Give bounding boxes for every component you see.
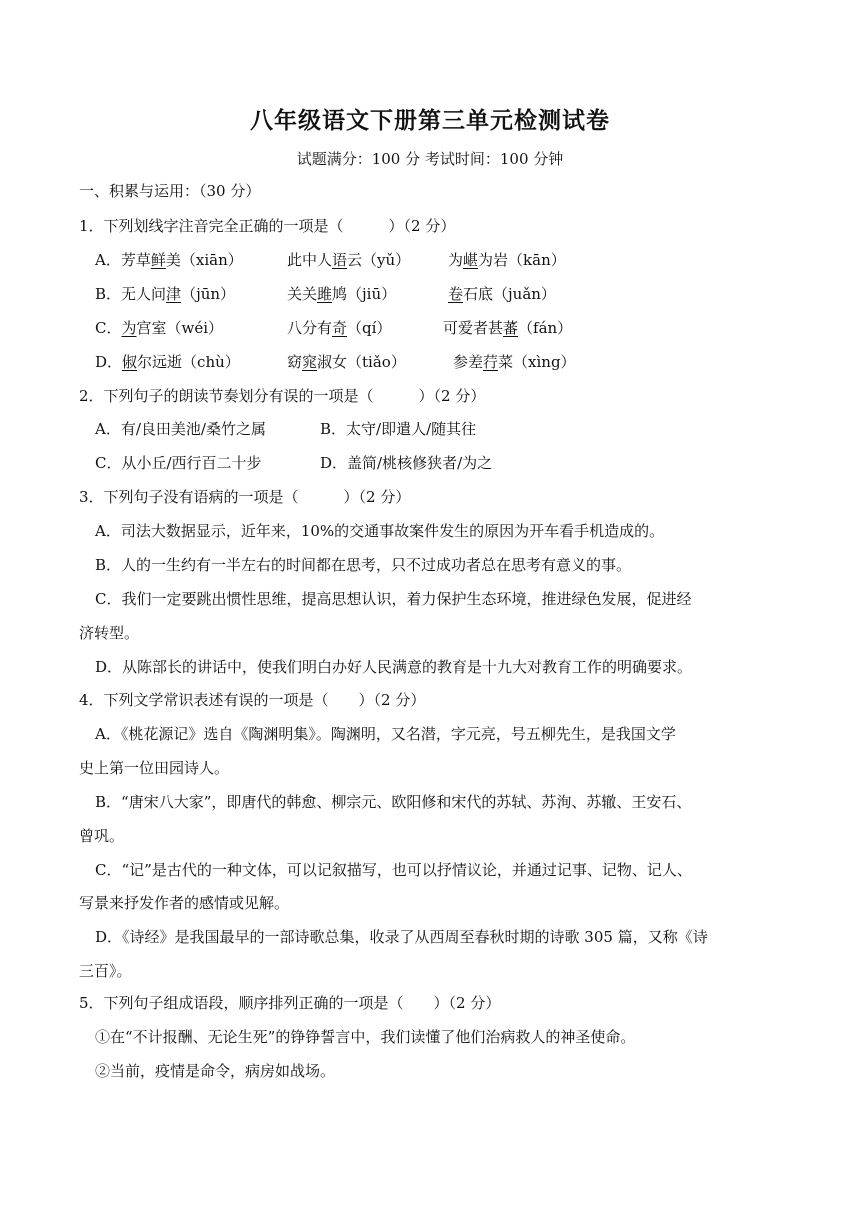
q1-option-d: D．俶尔远逝（chù） — [95, 353, 240, 371]
q4-option-a: A．《桃花源记》选自《陶渊明集》。陶渊明，又名潜，字元亮，号五柳先生，是我国文学 — [95, 725, 676, 743]
underlined-char: 嵁 — [463, 251, 479, 269]
q2-option-a: A．有/良田美池/桑竹之属 — [95, 420, 266, 438]
q1-option-c-item3: 可爱者甚蕃（fán） — [443, 319, 573, 337]
underlined-char: 语 — [332, 251, 348, 269]
question-3-stem: 3．下列句子没有语病的一项是（ ）（2 分） — [79, 488, 411, 506]
q1-option-b-item3: 卷石底（juǎn） — [448, 285, 556, 303]
q3-option-c-cont: 济转型。 — [79, 624, 140, 642]
q2-option-c: C．从小丘/西行百二十步 — [95, 454, 262, 472]
q3-option-a: A．司法大数据显示，近年来，10%的交通事故案件发生的原因为开车看手机造成的。 — [95, 522, 665, 540]
q5-sentence-1: ①在“不计报酬、无论生死”的铮铮誓言中，我们读懂了他们治病救人的神圣使命。 — [95, 1028, 636, 1046]
q4-option-c-cont: 写景来抒发作者的感情或见解。 — [79, 894, 290, 912]
underlined-char: 奇 — [332, 319, 348, 337]
question-4-stem: 4．下列文学常识表述有误的一项是（ ）（2 分） — [79, 691, 426, 709]
underlined-char: 窕 — [302, 353, 318, 371]
q4-option-d: D．《诗经》是我国最早的一部诗歌总集，收录了从西周至春秋时期的诗歌 305 篇，又称《诗 — [95, 928, 708, 946]
q1-option-b-item2: 关关雎鸠（jiū） — [287, 285, 397, 303]
underlined-char: 雎 — [317, 285, 333, 303]
underlined-char: 蕃 — [503, 319, 519, 337]
underlined-char: 卷 — [448, 285, 464, 303]
q1-option-a-item3: 为嵁为岩（kān） — [448, 251, 566, 269]
q1-option-a-item2: 此中人语云（yǔ） — [287, 251, 411, 269]
q4-option-a-cont: 史上第一位田园诗人。 — [79, 759, 230, 777]
question-5-stem: 5．下列句子组成语段，顺序排列正确的一项是（ ）（2 分） — [79, 994, 501, 1012]
underlined-char: 俶 — [122, 353, 138, 371]
underlined-char: 津 — [166, 285, 182, 303]
q1-option-c: C．为宫室（wéi） — [95, 319, 224, 337]
q2-option-b: B．太守/即遣人/随其往 — [320, 420, 477, 438]
q5-sentence-2: ②当前，疫情是命令，病房如战场。 — [95, 1062, 336, 1080]
underlined-char: 为 — [121, 319, 137, 337]
q3-option-c: C．我们一定要跳出惯性思维，提高思想认识，着力保护生态环境，推进绿色发展，促进经 — [95, 590, 692, 608]
q4-option-c: C．“记”是古代的一种文体，可以记叙描写，也可以抒情议论，并通过记事、记物、记人、 — [95, 861, 692, 879]
section-heading: 一、积累与运用：（30 分） — [79, 182, 261, 200]
q4-option-d-cont: 三百》。 — [79, 962, 132, 980]
exam-info: 试题满分：100 分 考试时间：100 分钟 — [296, 150, 564, 168]
q1-option-d-item2: 窈窕淑女（tiǎo） — [287, 353, 406, 371]
page-title: 八年级语文下册第三单元检测试卷 — [250, 108, 610, 134]
q4-option-b-cont: 曾巩。 — [79, 827, 125, 845]
q1-option-c-item2: 八分有奇（qí） — [287, 319, 392, 337]
q4-option-b: B．“唐宋八大家”，即唐代的韩愈、柳宗元、欧阳修和宋代的苏轼、苏洵、苏辙、王安石、 — [95, 793, 692, 811]
question-1-stem: 1．下列划线字注音完全正确的一项是（ ）（2 分） — [79, 217, 456, 235]
q3-option-d: D．从陈部长的讲话中，使我们明白办好人民满意的教育是十九大对教育工作的明确要求。 — [95, 658, 693, 676]
question-2-stem: 2．下列句子的朗读节奏划分有误的一项是（ ）（2 分） — [79, 387, 486, 405]
q1-option-b: B．无人问津（jūn） — [95, 285, 236, 303]
q3-option-b: B．人的一生约有一半左右的时间都在思考，只不过成功者总在思考有意义的事。 — [95, 556, 632, 574]
underlined-char: 鲜 — [150, 251, 166, 269]
q1-option-a: A．芳草鲜美（xiān） — [95, 251, 243, 269]
underlined-char: 荇 — [483, 353, 499, 371]
q1-option-d-item3: 参差荇菜（xìng） — [453, 353, 576, 371]
q2-option-d: D．盖简/桃核修狭者/为之 — [320, 454, 493, 472]
